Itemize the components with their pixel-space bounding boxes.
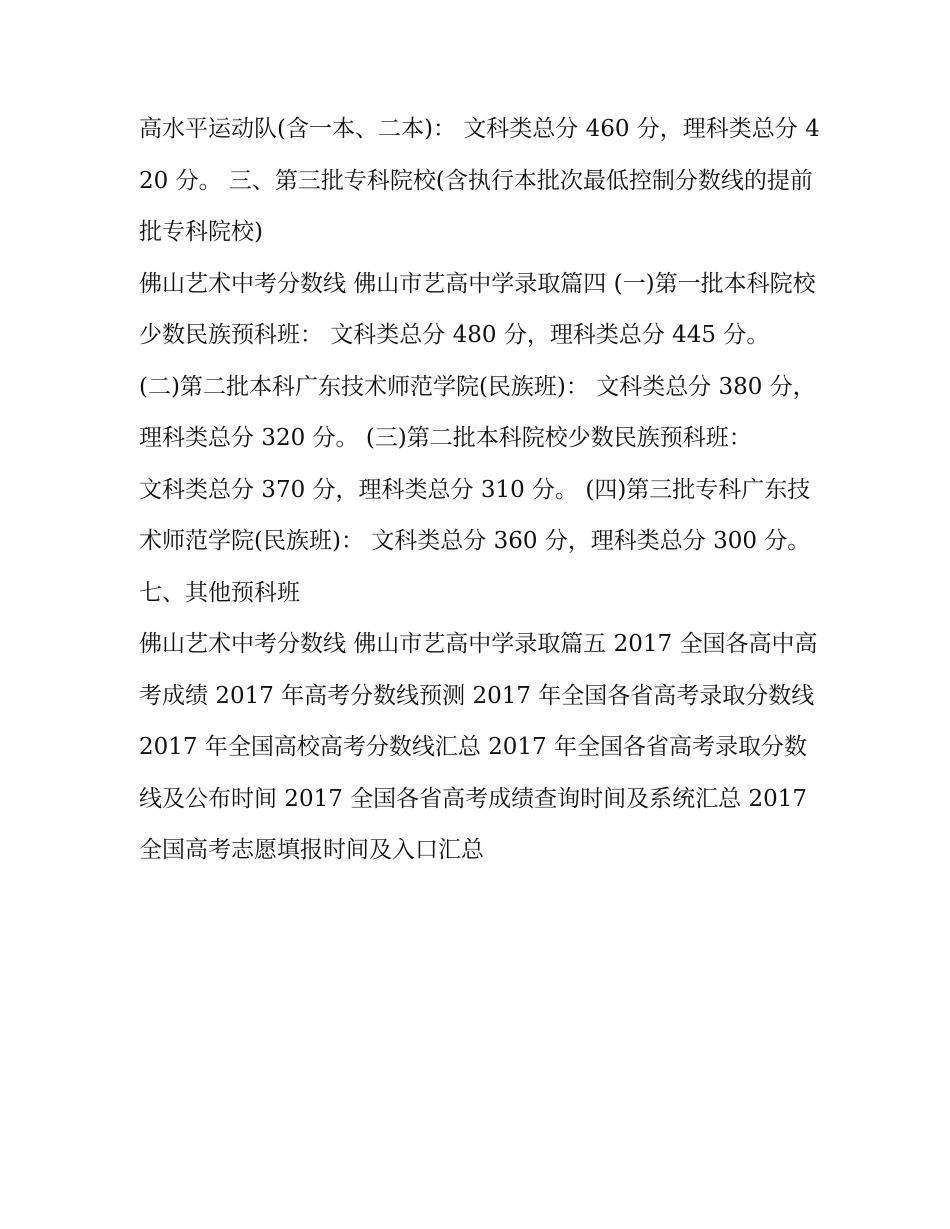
paragraph-4: 文科类总分 370 分，理科类总分 310 分。 (四)第三批专科广东技术师范学院(民族班)： 文科类总分 360 分，理科类总分 300 分。 七、其他预科班 [139, 476, 811, 606]
document-body [139, 104, 829, 877]
paragraph-6: 2017 年全国高校高考分数线汇总 2017 年全国各省高考录取分数线及公布时间 2017 全国各省高考成绩查询时间及系统汇总 2017 全国高考志愿填报时间及入口汇总 [139, 734, 807, 863]
paragraph-1: 高水平运动队(含一本、二本)： 文科类总分 460 分，理科类总分 420 分。 三、第三批专科院校(含执行本批次最低控制分数线的提前批专科院校) [139, 116, 820, 245]
paragraph-2: 佛山艺术中考分数线 佛山市艺高中学录取篇四 (一)第一批本科院校少数民族预科班： 文科类总分 480 分，理科类总分 445 分。 [139, 270, 816, 348]
paragraph-3: (二)第二批本科广东技术师范学院(民族班)： 文科类总分 380 分，理科类总分 320 分。 (三)第二批本科院校少数民族预科班： [139, 373, 816, 451]
paragraph-5: 佛山艺术中考分数线 佛山市艺高中学录取篇五 2017 全国各高中高考成绩 2017 年高考分数线预测 2017 年全国各省高考录取分数线 [139, 631, 818, 709]
